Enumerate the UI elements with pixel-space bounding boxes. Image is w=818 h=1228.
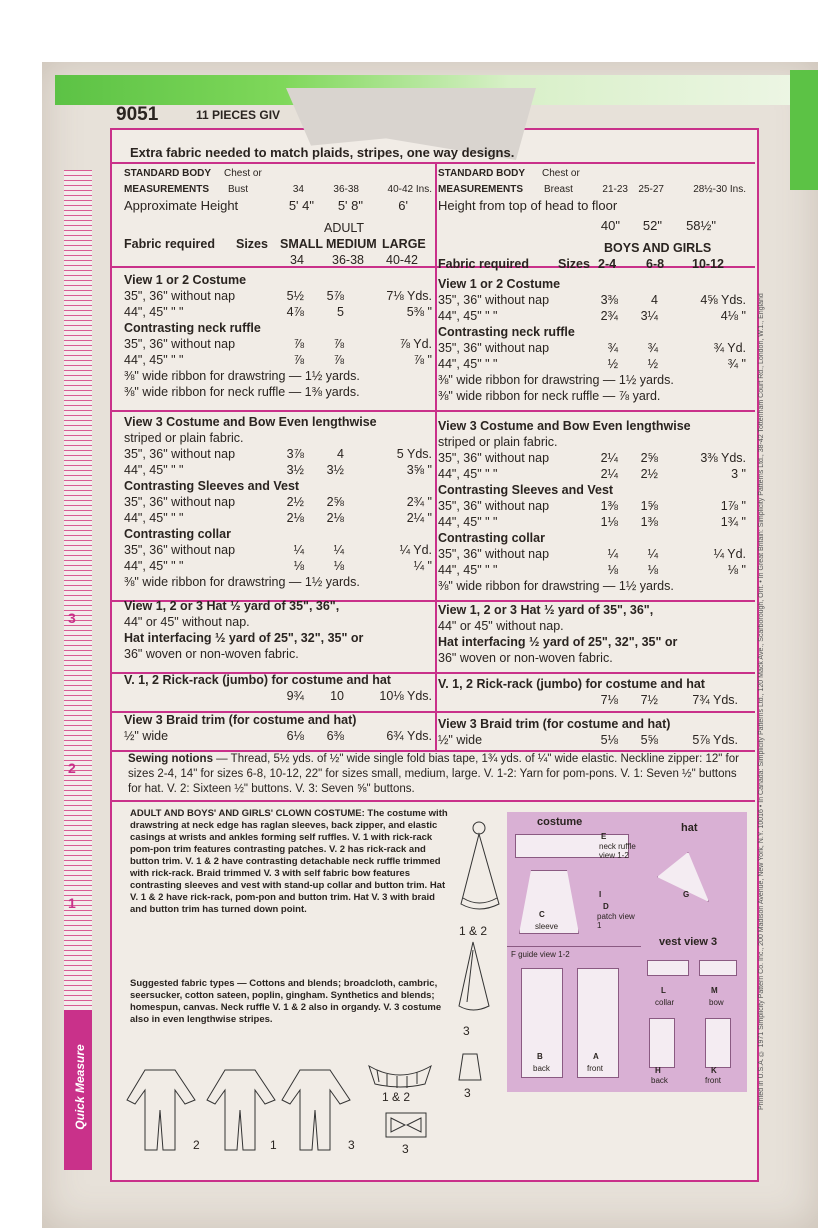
child-std-body-row <box>438 166 748 182</box>
child-breast-row <box>438 182 748 198</box>
piece-i-letter: I <box>599 890 602 899</box>
yardage-value: ⅞ <box>333 337 344 351</box>
adult-size-small: SMALL <box>280 237 324 251</box>
adult-group-row <box>124 220 434 236</box>
adult-braid-small: 6⅛ <box>286 729 304 743</box>
adult-hatint-line2: 36" woven or non-woven fabric. <box>124 647 299 661</box>
rule-top <box>112 162 755 164</box>
piece-c-text: sleeve <box>535 922 559 931</box>
piece-a-front <box>577 968 619 1078</box>
yardage-row-label: 35", 36" without nap <box>124 495 236 509</box>
piece-h-vest-back <box>649 1018 675 1068</box>
child-braid-medium: 5⅝ <box>640 733 658 747</box>
yardage-value: ¼ " <box>413 559 432 573</box>
neck-ruffle-label: 1 & 2 <box>382 1090 411 1104</box>
piece-d-text: patch view 1 <box>597 912 635 930</box>
adult-ribbon-drawstring: ⅜" wide ribbon for drawstring — 1½ yards. <box>124 369 360 383</box>
vest-v3-label: 3 <box>464 1086 471 1100</box>
yardage-value: 2¾ <box>600 309 618 323</box>
child-braid-vals-row <box>438 732 748 748</box>
child-chest-or: Chest or <box>542 168 580 179</box>
yardage-row-label: 35", 36" without nap <box>124 289 236 303</box>
yardage-value: ¼ <box>333 543 344 557</box>
adult-view3-sub: striped or plain fabric. <box>124 431 244 445</box>
yardage-value: 3½ <box>286 463 304 477</box>
child-rick-vals-row <box>438 692 748 708</box>
piece-k-vest-front <box>705 1018 731 1068</box>
yardage-row-label: 35", 36" without nap <box>438 293 550 307</box>
piece-m-letter: M <box>711 986 718 995</box>
adult-column <box>124 166 434 744</box>
adult-height-label: Approximate Height <box>124 198 239 213</box>
adult-bust-label: Bust <box>228 184 249 195</box>
yardage-row <box>124 494 434 510</box>
yardage-row-label: 44", 45" " " <box>124 559 184 573</box>
pattern-pieces-diagram <box>507 812 747 1092</box>
adult-height-medium: 5' 8" <box>337 198 363 213</box>
child-std-body: STANDARD BODY <box>438 168 526 179</box>
yardage-value: 3⅞ <box>286 447 304 461</box>
adult-braid-vals-row <box>124 728 434 744</box>
piece-m-bow <box>699 960 737 976</box>
yardage-value: ¾ <box>647 341 658 355</box>
notions-text: — Thread, 5½ yds. of ½" wide single fold bias tape, 1¾ yds. of ¼" wide elastic. Neckline zipper: 12" for sizes 2-4, 14" for sizes 6-8, 10-12, 22" for sizes small, medium, large. V. 1-2: Yarn for pom-pons. V. 1: Seven ½" buttons for hat. V. 2: Sixteen ½" buttons. V. 3: Seven ⅝" buttons. <box>128 753 739 795</box>
vest-v3-sketch <box>455 1050 485 1084</box>
yardage-value: 1⅞ " <box>720 499 746 513</box>
adult-size-num-small: 34 <box>290 253 304 267</box>
adult-height-small: 5' 4" <box>288 198 314 213</box>
yardage-value: ¾ <box>607 341 618 355</box>
adult-height-row <box>124 198 434 214</box>
child-braid-line: View 3 Braid trim (for costume and hat) <box>438 717 671 731</box>
yardage-value: 4 <box>651 293 658 307</box>
child-sizes-row <box>438 256 748 272</box>
adult-view3-rows <box>124 446 434 478</box>
child-rick-block <box>438 676 748 708</box>
child-view12-rows <box>438 292 748 324</box>
child-view12-block <box>438 276 748 404</box>
adult-sleeves-title: Contrasting Sleeves and Vest <box>124 479 300 493</box>
piece-e-letter: E <box>601 832 607 841</box>
child-rick-large: 7¾ Yds. <box>692 693 738 707</box>
adult-hatint-line1: Hat interfacing ½ yard of 25", 32", 35" or <box>124 631 364 645</box>
yardage-value: 1⅝ <box>640 499 658 513</box>
piece-d-letter: D <box>603 902 609 911</box>
child-braid-label: ½" wide <box>438 733 483 747</box>
yardage-value: ⅛ <box>647 563 658 577</box>
yardage-row-label: 44", 45" " " <box>438 563 498 577</box>
yardage-value: 2¼ <box>600 451 618 465</box>
rule-description <box>112 800 755 802</box>
child-std-measurements: MEASUREMENTS <box>438 184 524 195</box>
child-height-row <box>438 198 748 214</box>
fold-line <box>507 946 641 947</box>
yardage-value: ¾ " <box>727 357 746 371</box>
extra-fabric-note: Extra fabric needed to match plaids, stripes, one way designs. <box>130 145 515 160</box>
yardage-row-label: 35", 36" without nap <box>438 451 550 465</box>
adult-collar-rows <box>124 542 434 574</box>
yardage-value: ⅞ <box>333 353 344 367</box>
yardage-value: ¼ Yd. <box>399 543 432 557</box>
adult-rick-vals-row <box>124 688 434 704</box>
yardage-row-label: 44", 45" " " <box>438 309 498 323</box>
yardage-row <box>124 336 434 352</box>
adult-fabric-required: Fabric required <box>124 237 215 251</box>
yardage-row-label: 35", 36" without nap <box>124 337 236 351</box>
child-hat-line1: View 1, 2 or 3 Hat ½ yard of 35", 36", <box>438 603 654 617</box>
yardage-value: 3⅜ Yds. <box>700 451 746 465</box>
adult-rick-large: 10⅛ Yds. <box>379 689 432 703</box>
yardage-value: 2⅝ <box>326 495 344 509</box>
figure-label-v3: 3 <box>348 1138 355 1152</box>
yardage-row <box>124 288 434 304</box>
child-hatint-line2: 36" woven or non-woven fabric. <box>438 651 613 665</box>
yardage-value: 3½ <box>326 463 344 477</box>
piece-b-text: back <box>533 1064 550 1073</box>
publisher-line: Printed in U.S.A. © 1971 Simplicity Pattern Co. Inc., 200 Madison Avenue, New York, N.Y. 10016 • In Canada: Simplicity Patterns Ltd., 120 Mack Ave., Scarborough, Ont. • In Great Britain: Simplicity Patterns Ltd., 38-42 Tottenham Court Rd., London, W.1., England <box>758 293 765 1110</box>
piece-h-letter: H <box>655 1066 661 1075</box>
adult-group-label: ADULT <box>324 221 365 235</box>
sewing-notions <box>128 752 750 797</box>
yardage-value: 2½ <box>286 495 304 509</box>
adult-bust-medium: 36-38 <box>333 184 359 195</box>
yardage-value: ⅞ <box>293 353 304 367</box>
yardage-row <box>124 462 434 478</box>
child-ruffle-title: Contrasting neck ruffle <box>438 325 575 339</box>
adult-rick-block <box>124 672 434 704</box>
yardage-row-label: 44", 45" " " <box>124 463 184 477</box>
adult-view12-block <box>124 272 434 400</box>
piece-g-letter: G <box>683 890 690 899</box>
adult-braid-medium: 6⅜ <box>326 729 344 743</box>
yardage-row <box>438 498 748 514</box>
hat-v12-label: 1 & 2 <box>459 924 488 938</box>
adult-rick-small: 9¾ <box>286 689 304 703</box>
child-rick-small: 7⅛ <box>600 693 618 707</box>
yardage-value: 2⅝ <box>640 451 658 465</box>
piece-l-letter: L <box>661 986 666 995</box>
yardage-value: ⅞ " <box>413 353 432 367</box>
yardage-value: 2½ <box>640 467 658 481</box>
child-fabric-required: Fabric required <box>438 257 529 271</box>
adult-collar-title: Contrasting collar <box>124 527 231 541</box>
adult-sizes-row <box>124 236 434 252</box>
child-size-num-large: 10-12 <box>692 257 724 271</box>
piece-k-letter: K <box>711 1066 717 1075</box>
pieces-costume-label: costume <box>537 816 583 828</box>
pieces-vest-label: vest view 3 <box>659 936 718 948</box>
costume-description: ADULT AND BOYS' AND GIRLS' CLOWN COSTUME: The costume with drawstring at neck edge has raglan sleeves, back zipper, and elastic casings at wrists and ankles forming self ruffles. V. 1 with rick-rack pom-pon trim features contrasting patches. V. 2 has rick-rack and button trim. V. 1 & 2 have contrasting detachable neck ruffle trimmed with rick-rack. Braid trimmed V. 3 with self fabric bow features contrasting sleeves and vest with stand-up collar and button trim. Hat V. 1 & 2 have rick-rack, pom-pon and button trim. Hat V. 3 with braid and button trim has turned down point. <box>130 808 448 915</box>
yardage-row-label: 44", 45" " " <box>438 467 498 481</box>
bow-v3-label: 3 <box>402 1142 409 1156</box>
adult-size-medium: MEDIUM <box>326 237 377 251</box>
child-breast-large: 28½-30 Ins. <box>693 184 746 195</box>
adult-std-body: STANDARD BODY <box>124 168 212 179</box>
child-ribbon-ruffle: ⅜" wide ribbon for neck ruffle — ⅞ yard. <box>438 389 661 403</box>
piece-f-text: F guide view 1-2 <box>511 950 570 959</box>
adult-bust-row <box>124 182 434 198</box>
ruler-label-wrap <box>60 1030 96 1160</box>
yardage-row <box>124 446 434 462</box>
yardage-value: ⅛ <box>293 559 304 573</box>
hat-v12-sketch <box>455 820 505 920</box>
piece-l-text: collar <box>655 998 675 1007</box>
adult-braid-large: 6¾ Yds. <box>386 729 432 743</box>
adult-size-nums-row <box>124 252 434 268</box>
piece-l-collar <box>647 960 689 976</box>
adult-ruffle-rows <box>124 336 434 368</box>
yardage-value: ¼ Yd. <box>713 547 746 561</box>
yardage-value: 5 <box>337 305 344 319</box>
child-hat-block <box>438 602 748 666</box>
adult-ribbon-ruffle: ⅜" wide ribbon for neck ruffle — 1⅜ yards. <box>124 385 360 399</box>
yardage-row-label: 44", 45" " " <box>124 305 184 319</box>
piece-a-letter: A <box>593 1052 599 1061</box>
yardage-value: ¼ <box>607 547 618 561</box>
adult-hat-line2: 44" or 45" without nap. <box>124 615 250 629</box>
adult-rick-line: V. 1, 2 Rick-rack (jumbo) for costume and hat <box>124 673 391 687</box>
child-size-num-small: 2-4 <box>598 257 617 271</box>
costume-back-sketches <box>125 1060 370 1155</box>
yardage-value: 2¼ " <box>406 511 432 525</box>
piece-e-text: neck ruffle view 1-2 <box>599 842 636 860</box>
hat-v3-label: 3 <box>463 1024 470 1038</box>
yardage-value: ⅞ <box>293 337 304 351</box>
yardage-row <box>438 514 748 530</box>
yardage-row-label: 44", 45" " " <box>124 511 184 525</box>
child-ruffle-rows <box>438 340 748 372</box>
yardage-value: ⅞ Yd. <box>399 337 432 351</box>
child-breast-medium: 25-27 <box>638 184 664 195</box>
adult-height-large: 6' <box>398 198 408 213</box>
yardage-row-label: 35", 36" without nap <box>124 543 236 557</box>
figure-label-v2: 2 <box>193 1138 200 1152</box>
yardage-row <box>124 510 434 526</box>
piece-c-letter: C <box>539 910 545 919</box>
child-view3-rows <box>438 450 748 482</box>
yardage-value: ⅛ " <box>727 563 746 577</box>
piece-m-text: bow <box>709 998 724 1007</box>
yardage-row-label: 35", 36" without nap <box>124 447 236 461</box>
hat-v3-sketch <box>455 940 495 1020</box>
adult-ribbon-drawstring-v3: ⅜" wide ribbon for drawstring — 1½ yards. <box>124 575 360 589</box>
bow-v3-sketch <box>385 1112 427 1138</box>
yardage-value: 4⅝ Yds. <box>700 293 746 307</box>
yardage-row-label: 44", 45" " " <box>124 353 184 367</box>
yardage-value: ½ <box>607 357 618 371</box>
piece-h-text: back <box>651 1076 668 1085</box>
adult-sleeves-rows <box>124 494 434 526</box>
yardage-value: ⅛ <box>607 563 618 577</box>
yardage-value: ¼ <box>647 547 658 561</box>
yardage-value: 4 <box>337 447 344 461</box>
yardage-value: ¼ <box>293 543 304 557</box>
yardage-row <box>438 356 748 372</box>
yardage-row <box>438 308 748 324</box>
adult-view12-rows <box>124 288 434 320</box>
adult-size-large: LARGE <box>382 237 426 251</box>
yardage-value: ½ <box>647 357 658 371</box>
piece-b-letter: B <box>537 1052 543 1061</box>
suggested-fabric-types: Suggested fabric types — Cottons and blends; broadcloth, cambric, seersucker, cotton sateen, poplin, gingham. Synthetics and blends; homespun, canvas. Neck ruffle V. 1 & 2 also in organdy. V. 3 costume also in even lengthwise stripes. <box>130 978 442 1025</box>
child-height-label: Height from top of head to floor <box>438 198 618 213</box>
yardage-value: 1⅜ <box>640 515 658 529</box>
pattern-number: 9051 <box>116 104 159 125</box>
ruler-number-2: 2 <box>68 760 76 776</box>
adult-braid-line: View 3 Braid trim (for costume and hat) <box>124 713 357 727</box>
adult-view12-title: View 1 or 2 Costume <box>124 273 247 287</box>
adult-view3-title: View 3 Costume and Bow Even lengthwise <box>124 415 377 429</box>
yardage-value: 7⅛ Yds. <box>386 289 432 303</box>
child-height-small: 40" <box>600 218 620 233</box>
yardage-row-label: 44", 45" " " <box>438 357 498 371</box>
yardage-value: 2¼ <box>600 467 618 481</box>
yardage-row-label: 35", 36" without nap <box>438 547 550 561</box>
neck-ruffle-sketch <box>365 1060 435 1090</box>
yardage-value: 3 " <box>731 467 746 481</box>
yardage-value: 5⅞ <box>326 289 344 303</box>
child-rick-line: V. 1, 2 Rick-rack (jumbo) for costume and hat <box>438 677 705 691</box>
yardage-value: 2⅛ <box>286 511 304 525</box>
yardage-row <box>438 450 748 466</box>
yardage-value: 4⅞ <box>286 305 304 319</box>
adult-view3-block <box>124 414 434 590</box>
child-braid-block <box>438 716 748 748</box>
yardage-row <box>124 542 434 558</box>
yardage-value: 3⅝ " <box>406 463 432 477</box>
child-ribbon-drawstring-v3: ⅜" wide ribbon for drawstring — 1½ yards. <box>438 579 674 593</box>
ruler-number-3: 3 <box>68 610 76 626</box>
adult-ruffle-title: Contrasting neck ruffle <box>124 321 261 335</box>
child-sizes-label: Sizes <box>558 257 590 271</box>
yardage-row <box>438 546 748 562</box>
yardage-value: 1⅛ <box>600 515 618 529</box>
child-height-medium: 52" <box>642 218 662 233</box>
yardage-value: ⅛ <box>333 559 344 573</box>
adult-size-num-large: 40-42 <box>386 253 418 267</box>
yardage-row <box>438 466 748 482</box>
yardage-row-label: 35", 36" without nap <box>438 499 550 513</box>
adult-hat-block <box>124 598 434 662</box>
child-group-row <box>438 240 748 256</box>
child-hatint-line1: Hat interfacing ½ yard of 25", 32", 35" or <box>438 635 678 649</box>
yardage-value: 3¼ <box>640 309 658 323</box>
yardage-row <box>438 292 748 308</box>
yardage-value: 5⅜ " <box>406 305 432 319</box>
yardage-row <box>124 304 434 320</box>
ruler-label: Quick Measure <box>73 1044 87 1130</box>
child-height-vals-row <box>438 218 748 234</box>
yardage-value: 2⅛ <box>326 511 344 525</box>
child-ribbon-drawstring: ⅜" wide ribbon for drawstring — 1½ yards. <box>438 373 674 387</box>
adult-sizes-label: Sizes <box>236 237 268 251</box>
child-sleeves-title: Contrasting Sleeves and Vest <box>438 483 614 497</box>
piece-a-text: front <box>587 1064 604 1073</box>
pieces-given: 11 PIECES GIV <box>196 108 281 122</box>
child-breast-small: 21-23 <box>602 184 628 195</box>
yardage-row <box>438 562 748 578</box>
piece-b-back <box>521 968 563 1078</box>
notions-lead: Sewing notions <box>128 753 213 765</box>
piece-k-text: front <box>705 1076 722 1085</box>
yardage-value: 1⅜ <box>600 499 618 513</box>
adult-rick-medium: 10 <box>330 689 344 703</box>
yardage-value: ¾ Yd. <box>713 341 746 355</box>
child-hat-line2: 44" or 45" without nap. <box>438 619 564 633</box>
yardage-value: 3⅜ <box>600 293 618 307</box>
adult-std-body-row <box>124 166 434 182</box>
ruler-number-1: 1 <box>68 895 76 911</box>
adult-braid-block <box>124 712 434 744</box>
adult-braid-label: ½" wide <box>124 729 169 743</box>
child-view3-sub: striped or plain fabric. <box>438 435 558 449</box>
child-view12-title: View 1 or 2 Costume <box>438 277 561 291</box>
child-braid-small: 5⅛ <box>600 733 618 747</box>
yardage-row-label: 35", 36" without nap <box>438 341 550 355</box>
yardage-row <box>124 558 434 574</box>
child-view3-block <box>438 418 748 594</box>
child-rick-medium: 7½ <box>640 693 658 707</box>
child-sleeves-rows <box>438 498 748 530</box>
child-size-num-medium: 6-8 <box>646 257 665 271</box>
child-braid-large: 5⅞ Yds. <box>692 733 738 747</box>
child-view3-title: View 3 Costume and Bow Even lengthwise <box>438 419 691 433</box>
yardage-row <box>124 352 434 368</box>
child-column <box>438 166 748 748</box>
yardage-value: 1¾ " <box>720 515 746 529</box>
adult-bust-small: 34 <box>292 184 304 195</box>
figure-label-v1: 1 <box>270 1138 277 1152</box>
adult-bust-large: 40-42 Ins. <box>387 184 432 195</box>
yardage-value: 2¾ " <box>406 495 432 509</box>
adult-size-num-medium: 36-38 <box>332 253 364 267</box>
child-group-label: BOYS AND GIRLS <box>604 241 712 255</box>
yardage-row-label: 44", 45" " " <box>438 515 498 529</box>
child-collar-title: Contrasting collar <box>438 531 545 545</box>
green-corner <box>790 70 818 190</box>
child-collar-rows <box>438 546 748 578</box>
adult-std-measurements: MEASUREMENTS <box>124 184 210 195</box>
child-height-large: 58½" <box>686 218 716 233</box>
yardage-value: 5½ <box>286 289 304 303</box>
adult-hat-line1: View 1, 2 or 3 Hat ½ yard of 35", 36", <box>124 599 340 613</box>
child-breast-label: Breast <box>544 184 573 195</box>
yardage-value: 4⅛ " <box>720 309 746 323</box>
column-divider <box>435 162 437 752</box>
adult-chest-or: Chest or <box>224 168 262 179</box>
yardage-row <box>438 340 748 356</box>
yardage-value: 5 Yds. <box>396 447 432 461</box>
pieces-hat-label: hat <box>681 822 698 834</box>
